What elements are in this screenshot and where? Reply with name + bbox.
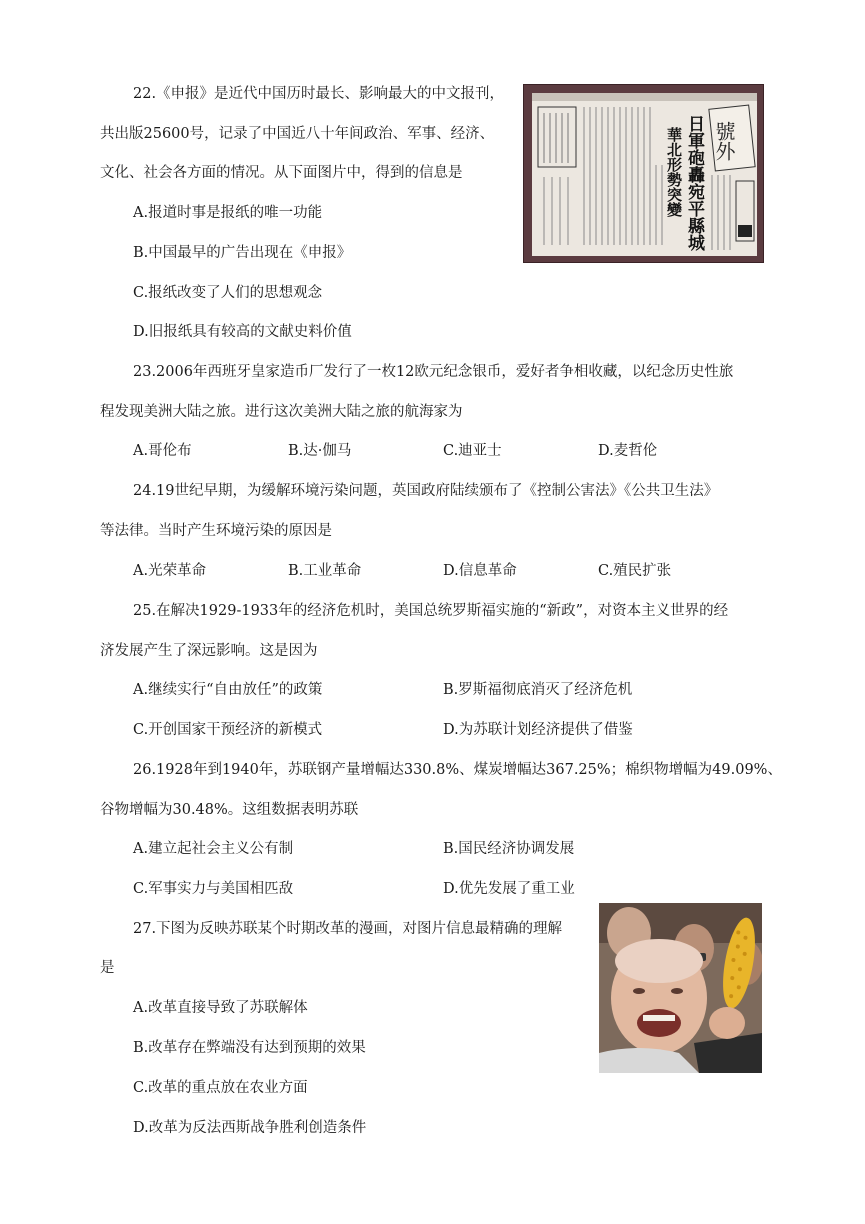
q26-option-c: C.军事实力与美国相匹敌	[133, 881, 294, 897]
q24-option-c: C.殖民扩张	[598, 563, 672, 579]
q25-option-b: B.罗斯福彻底消灭了经济危机	[443, 682, 633, 698]
q24-option-b: B.工业革命	[288, 563, 362, 579]
q23-option-c: C.迪亚士	[443, 443, 502, 459]
q26-option-b: B.国民经济协调发展	[443, 841, 575, 857]
q25-stem-line1: 25.在解决1929-1933年的经济危机时，美国总统罗斯福实施的“新政”，对资本主义世界的经	[133, 603, 729, 619]
q24-option-a: A.光荣革命	[133, 563, 207, 579]
q23-stem-line2: 程发现美洲大陆之旅。进行这次美洲大陆之旅的航海家为	[100, 404, 463, 420]
q24-stem-line1: 24.19世纪早期，为缓解环境污染问题，英国政府陆续颁布了《控制公害法》《公共卫生法》	[133, 483, 719, 499]
q27-stem-line1: 27.下图为反映苏联某个时期改革的漫画，对图片信息最精确的理解	[133, 921, 563, 937]
newspaper-headline-2: 日軍砲轟宛平縣城	[684, 115, 704, 251]
newspaper-stamp: 號外	[712, 121, 736, 161]
q22-option-b: B.中国最早的广告出现在《申报》	[133, 245, 352, 261]
q26-option-a: A.建立起社会主义公有制	[133, 841, 294, 857]
newspaper-image	[523, 84, 764, 263]
q23-option-d: D.麦哲伦	[598, 443, 658, 459]
q22-stem-line1: 22.《申报》是近代中国历时最长、影响最大的中文报刊，	[133, 86, 505, 102]
q27-option-c: C.改革的重点放在农业方面	[133, 1080, 308, 1096]
q26-option-d: D.优先发展了重工业	[443, 881, 575, 897]
corn-photo-illustration	[599, 903, 762, 1073]
q24-option-d: D.信息革命	[443, 563, 517, 579]
q25-option-c: C.开创国家干预经济的新模式	[133, 722, 323, 738]
q22-stem-line2: 共出版25600号，记录了中国近八十年间政治、军事、经济、	[100, 126, 495, 142]
q23-option-b: B.达·伽马	[288, 443, 352, 459]
q25-option-a: A.继续实行“自由放任”的政策	[133, 682, 323, 698]
q22-option-c: C.报纸改变了人们的思想观念	[133, 285, 323, 301]
q22-stem-line3: 文化、社会各方面的情况。从下面图片中，得到的信息是	[100, 165, 463, 181]
q26-stem-line2: 谷物增幅为30.48%。这组数据表明苏联	[100, 802, 359, 818]
corn-photo	[599, 903, 762, 1073]
q25-stem-line2: 济发展产生了深远影响。这是因为	[100, 643, 318, 659]
q26-stem-line1: 26.1928年到1940年，苏联钢产量增幅达330.8%、煤炭增幅达367.25%；棉织物增幅为49.09%、	[133, 762, 782, 778]
q27-option-b: B.改革存在弊端没有达到预期的效果	[133, 1040, 366, 1056]
q25-option-d: D.为苏联计划经济提供了借鉴	[443, 722, 633, 738]
q27-stem-line2: 是	[100, 960, 115, 976]
q23-option-a: A.哥伦布	[133, 443, 192, 459]
newspaper-headline-1: 華北形勢突變	[665, 127, 683, 217]
q27-option-a: A.改革直接导致了苏联解体	[133, 1000, 308, 1016]
newspaper-illustration	[524, 85, 764, 263]
q23-stem-line1: 23.2006年西班牙皇家造币厂发行了一枚12欧元纪念银币，爱好者争相收藏，以纪念历史性旅	[133, 364, 734, 380]
q22-option-d: D.旧报纸具有较高的文献史料价值	[133, 324, 352, 340]
q24-stem-line2: 等法律。当时产生环境污染的原因是	[100, 523, 332, 539]
q22-option-a: A.报道时事是报纸的唯一功能	[133, 205, 323, 221]
q27-option-d: D.改革为反法西斯战争胜利创造条件	[133, 1120, 367, 1136]
